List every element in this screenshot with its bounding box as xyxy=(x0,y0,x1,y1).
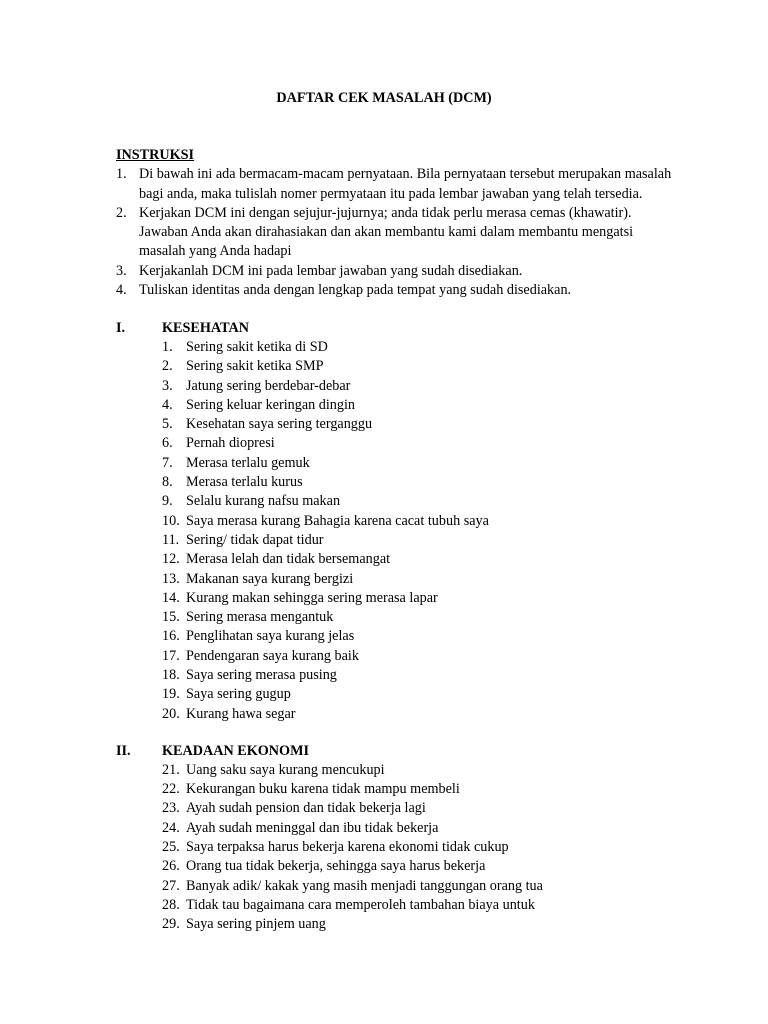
list-item xyxy=(162,915,682,934)
item-number: 7. xyxy=(162,454,173,471)
item-number: 10. xyxy=(162,512,180,529)
item-number: 24. xyxy=(162,819,180,836)
list-item xyxy=(162,338,682,357)
item-number: 22. xyxy=(162,781,180,798)
document-title: DAFTAR CEK MASALAH (DCM) xyxy=(276,90,492,106)
list-item xyxy=(162,838,682,857)
instruction-number: 4. xyxy=(116,282,127,299)
item-text: Merasa lelah dan tidak bersemangat xyxy=(186,551,391,568)
instruction-item xyxy=(116,165,676,204)
instruction-text: Tuliskan identitas anda dengan lengkap pada tempat yang sudah disediakan. xyxy=(139,282,572,299)
item-text: Sering merasa mengantuk xyxy=(186,609,334,626)
item-number: 25. xyxy=(162,838,180,855)
item-text: Banyak adik/ kakak yang masih menjadi tanggungan orang tua xyxy=(186,877,543,894)
list-item xyxy=(162,799,682,818)
list-item xyxy=(162,492,682,511)
list-item xyxy=(162,780,682,799)
instructions-heading: INSTRUKSI xyxy=(116,147,195,163)
item-text: Merasa terlalu gemuk xyxy=(186,454,310,471)
item-text: Uang saku saya kurang mencukupi xyxy=(186,761,385,778)
item-number: 28. xyxy=(162,896,180,913)
list-item xyxy=(162,512,682,531)
item-number: 21. xyxy=(162,761,180,778)
instruction-item xyxy=(116,281,676,300)
list-item xyxy=(162,857,682,876)
item-number: 8. xyxy=(162,474,173,491)
list-item xyxy=(162,570,682,589)
item-number: 3. xyxy=(162,377,173,394)
item-text: Pernah diopresi xyxy=(186,435,275,452)
item-text: Orang tua tidak bekerja, sehingga saya harus bekerja xyxy=(186,858,486,875)
instruction-number: 2. xyxy=(116,204,127,221)
item-text: Tidak tau bagaimana cara memperoleh tambahan biaya untuk xyxy=(186,896,535,913)
list-item xyxy=(162,705,682,724)
list-item xyxy=(162,531,682,550)
list-item xyxy=(162,685,682,704)
list-item xyxy=(162,877,682,896)
item-number: 6. xyxy=(162,435,173,452)
item-number: 29. xyxy=(162,916,180,933)
section-roman-numeral: II. xyxy=(116,742,131,759)
list-item xyxy=(162,666,682,685)
list-item xyxy=(162,434,682,453)
item-text: Kurang hawa segar xyxy=(186,705,296,722)
item-number: 19. xyxy=(162,686,180,703)
list-item xyxy=(162,454,682,473)
item-text: Makanan saya kurang bergizi xyxy=(186,570,354,587)
item-text: Saya terpaksa harus bekerja karena ekonomi tidak cukup xyxy=(186,838,509,855)
item-number: 13. xyxy=(162,570,180,587)
instruction-number: 3. xyxy=(116,262,127,279)
instruction-item xyxy=(116,204,676,262)
item-number: 27. xyxy=(162,877,180,894)
list-item xyxy=(162,627,682,646)
item-number: 12. xyxy=(162,551,180,568)
item-text: Saya sering merasa pusing xyxy=(186,667,337,684)
item-text: Ayah sudah pension dan tidak bekerja lagi xyxy=(186,800,426,817)
item-number: 18. xyxy=(162,667,180,684)
item-text: Jatung sering berdebar-debar xyxy=(186,377,351,394)
list-item xyxy=(162,473,682,492)
item-text: Ayah sudah meninggal dan ibu tidak bekerja xyxy=(186,819,439,836)
list-item xyxy=(162,896,682,915)
item-number: 1. xyxy=(162,339,173,355)
list-item xyxy=(162,589,682,608)
item-text: Pendengaran saya kurang baik xyxy=(186,647,359,664)
instruction-text: Di bawah ini ada bermacam-macam pernyataan. Bila pernyataan tersebut merupakan masalah bagi anda, maka tulislah nomer permyataan itu pada lembar jawaban yang telah tersedia. xyxy=(139,166,672,202)
item-text: Selalu kurang nafsu makan xyxy=(186,493,341,510)
section-title: KESEHATAN xyxy=(162,319,249,336)
item-text: Sering sakit ketika SMP xyxy=(186,358,324,375)
item-text: Merasa terlalu kurus xyxy=(186,474,303,491)
section-items-kesehatan xyxy=(162,338,682,724)
item-number: 9. xyxy=(162,493,173,510)
list-item xyxy=(162,357,682,376)
instruction-number: 1. xyxy=(116,166,127,183)
item-text: Kekurangan buku karena tidak mampu membeli xyxy=(186,781,460,798)
item-text: Kurang makan sehingga sering merasa lapar xyxy=(186,589,438,606)
item-text: Sering keluar keringan dingin xyxy=(186,396,356,413)
item-number: 11. xyxy=(162,531,180,548)
section-title: KEADAAN EKONOMI xyxy=(162,742,310,759)
list-item xyxy=(162,761,682,780)
item-number: 26. xyxy=(162,858,180,875)
item-number: 14. xyxy=(162,589,180,606)
item-number: 17. xyxy=(162,647,180,664)
list-item xyxy=(162,550,682,569)
item-number: 20. xyxy=(162,705,180,722)
section-roman-numeral: I. xyxy=(116,319,126,336)
list-item xyxy=(162,415,682,434)
instruction-text: Kerjakanlah DCM ini pada lembar jawaban yang sudah disediakan. xyxy=(139,262,523,279)
item-number: 5. xyxy=(162,416,173,433)
instructions-list xyxy=(116,165,676,300)
instruction-item xyxy=(116,262,676,281)
list-item xyxy=(162,647,682,666)
item-text: Sering/ tidak dapat tidur xyxy=(186,531,324,548)
list-item xyxy=(162,819,682,838)
list-item xyxy=(162,377,682,396)
item-number: 23. xyxy=(162,800,180,817)
item-text: Kesehatan saya sering terganggu xyxy=(186,416,373,433)
list-item xyxy=(162,608,682,627)
item-number: 15. xyxy=(162,609,180,626)
item-number: 4. xyxy=(162,396,173,413)
item-text: Saya sering gugup xyxy=(186,686,291,703)
section-items-keadaan-ekonomi xyxy=(162,761,682,935)
item-number: 2. xyxy=(162,358,173,375)
item-number: 16. xyxy=(162,628,180,645)
item-text: Saya merasa kurang Bahagia karena cacat tubuh saya xyxy=(186,512,489,529)
list-item xyxy=(162,396,682,415)
item-text: Sering sakit ketika di SD xyxy=(186,339,328,355)
item-text: Penglihatan saya kurang jelas xyxy=(186,628,355,645)
instruction-text: Kerjakan DCM ini dengan sejujur-jujurnya; anda tidak perlu merasa cemas (khawatir). Jawaban Anda akan dirahasiakan dan akan membantu kami dalam membantu mengatsi masalah yang Anda hadapi xyxy=(139,204,634,260)
item-text: Saya sering pinjem uang xyxy=(186,916,326,933)
